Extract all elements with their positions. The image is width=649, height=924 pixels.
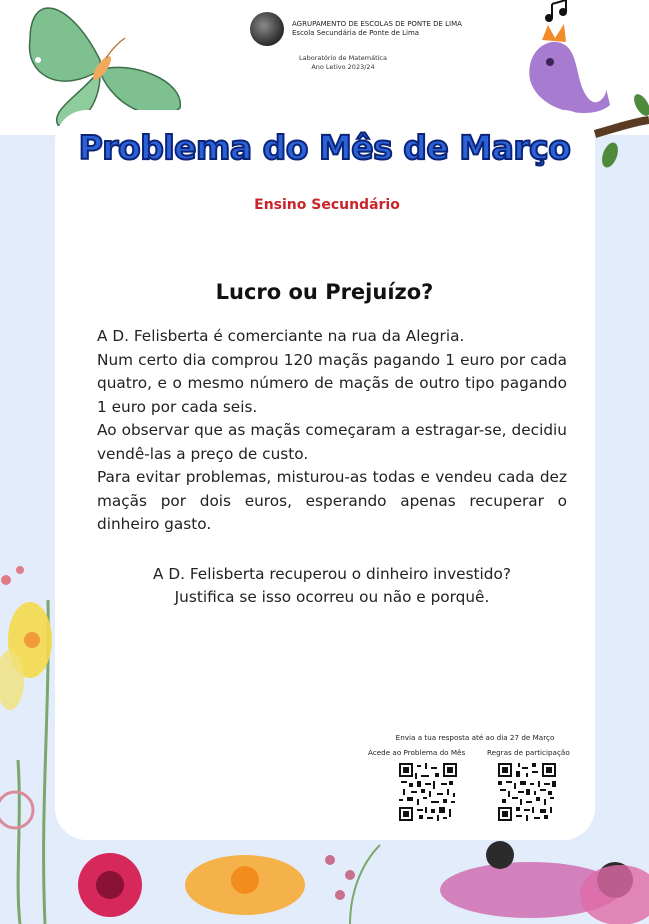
problem-title: Lucro ou Prejuízo? — [215, 280, 434, 304]
problem-paragraph: Para evitar problemas, misturou-as todas e vendeu cada dez maçãs por dois euros, esperando apenas recuperar o dinheiro gasto. — [97, 468, 567, 533]
problem-statement — [97, 325, 567, 537]
qr-rules-label: Regras de participação — [487, 748, 570, 757]
lab-line2: Ano Letivo 2023/24 — [311, 63, 375, 71]
deadline-note: Envia a tua resposta até ao dia 27 de Março — [395, 733, 555, 742]
qr-code-rules[interactable] — [498, 763, 556, 821]
problem-paragraph: A D. Felisberta é comerciante na rua da Alegria. — [97, 327, 465, 345]
problem-question — [97, 563, 567, 609]
qr-code-access[interactable] — [399, 763, 457, 821]
education-level: Ensino Secundário — [254, 197, 400, 213]
problem-paragraph: Num certo dia comprou 120 maçãs pagando 1 euro por cada quatro, e o mesmo número de maçãs de outro tipo pagando 1 euro por cada seis. — [97, 350, 567, 416]
question-line1: A D. Felisberta recuperou o dinheiro investido? — [153, 565, 511, 583]
school-line1: AGRUPAMENTO DE ESCOLAS DE PONTE DE LIMA — [292, 20, 462, 28]
flowers-bottom-illustration — [60, 835, 649, 924]
qr-access-label: Acede ao Problema do Mês — [368, 748, 466, 757]
problem-paragraph: Ao observar que as maçãs começaram a estragar-se, decidiu vendê-las a preço de custo. — [97, 421, 567, 463]
school-line2: Escola Secundária de Ponte de Lima — [292, 29, 420, 37]
flowers-left-illustration — [0, 560, 60, 924]
question-line2: Justifica se isso ocorreu ou não e porquê. — [174, 588, 490, 606]
page-title: Problema do Mês de Março — [78, 128, 571, 167]
lab-line1: Laboratório de Matemática — [299, 54, 387, 62]
school-logo — [250, 12, 284, 46]
lab-info — [250, 54, 436, 72]
school-header — [250, 12, 470, 82]
school-name — [292, 20, 462, 38]
